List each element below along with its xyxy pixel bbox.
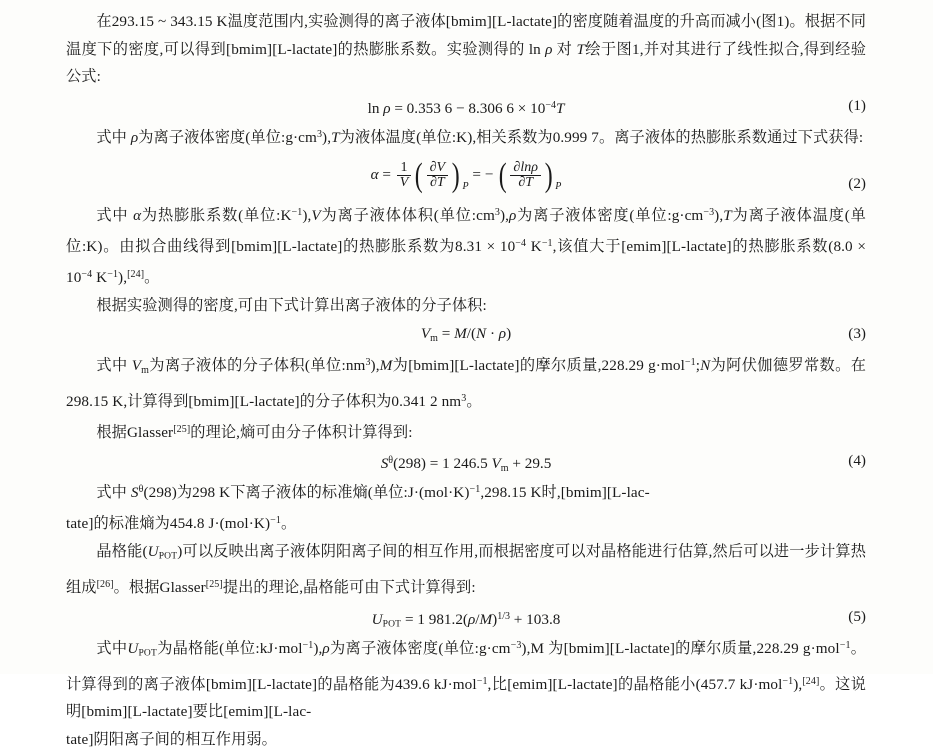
eq5-U: U [371,610,383,628]
eq3-slash: /( [466,325,476,343]
p9-sup-m1: −1 [302,639,314,651]
eq2-alpha: α [370,166,379,184]
p9-comma: , [487,675,492,693]
p7-text-e: 。 [280,514,297,532]
eq3-M: M [454,325,467,343]
p5-text-d: 为[bmim][L-lactate]的摩尔质量,228.29 g· [392,357,661,375]
eq3-rho: ρ [498,325,507,343]
p3-text-a: 式中 [96,207,134,225]
p6-text-b: 的理论,熵可由分子体积计算得到: [190,423,413,441]
p7-S: S [130,484,139,502]
eq3-N: N [476,325,487,343]
eq5-slash: / [475,610,480,628]
p5-text-b: 为离子液体的分子体积(单位:nm [148,357,366,375]
eq3-sub-m: m [430,333,438,345]
p7-sup-m1b: −1 [270,514,281,526]
p3-V: V [311,207,321,225]
eq2-dT: ∂T [430,175,445,191]
p2-rho: ρ [130,128,139,146]
p9-text-i: 比[emim][L-lactate]的晶格能小(457.7 kJ·mol [491,675,783,693]
p5-text-g: 为阿伏伽德罗常数。在298.15 K,计算得到[bmim][L-lactate]的分子体积为0.341 2 nm [66,357,866,410]
equation-3 [66,320,866,348]
eq2-frac-dlnrhodT [510,161,541,191]
p3-ref-24: [24] [127,268,145,280]
p5-sup3: 3 [365,357,371,369]
eq4-S: S [380,455,389,473]
paragraph-6 [66,416,866,447]
eq1-T: T [555,99,565,117]
p3-sup-m3: −3 [703,207,715,219]
eq1-rho: ρ [383,99,391,117]
p9-sup-m3: −3 [510,639,522,651]
eq2-P2: P [555,181,562,193]
p2-T: T [331,128,340,146]
eq4-V: V [491,455,501,473]
eq2-eq: = [378,166,395,184]
equation-4 [66,447,866,475]
p7-text-a: 式中 [96,484,131,502]
p7-text-c: ,298.15 K时,[bmim][L-lac- [480,484,650,502]
p5-N: N [700,357,711,375]
eq2-dV: ∂V [429,159,446,175]
p5-sup3b: 3 [461,392,467,404]
eq5-close: ) [492,610,498,628]
p9-text-c: ), [313,639,323,657]
p3-sup-m1: −1 [291,207,303,219]
p3-sup-m1b: −1 [541,237,553,249]
p8-text-c: 。根据Glasser [113,578,206,596]
p9-text-f: 的摩尔质量,228.29 g·mol [674,639,840,657]
equation-4-body [66,447,866,483]
paragraph-2 [66,121,866,152]
eq3-close: ) [506,325,512,343]
p5-sup-m1: −1 [684,357,696,369]
p5-semicolon: ; [695,357,701,375]
p3-sup-m4b: −4 [81,268,93,280]
eq2-paren-open-2: ( [498,157,507,195]
p9-ref-24: [24] [802,675,820,687]
p1-text-b: 对 [556,40,577,58]
p1-text-c: 绘于图1,并对其进行了线性拟合,得到经验公式: [66,40,867,86]
eq4-end: + 29.5 [508,455,552,473]
p6-text-a: 根据Glasser [96,423,174,441]
p2-text-d: 为液体温度(单位:K),相关系数为0.999 7。离子液体的热膨胀系数通过下式获得: [339,128,864,146]
equation-1-body [66,92,866,123]
equation-1 [66,92,866,120]
p3-text-k: ,该值大于[emim][L-lactate]的热膨胀系数(8.0 × 10 [66,237,866,286]
p3-T: T [723,207,732,225]
equation-4-number: (4) [848,452,866,470]
eq5-rho: ρ [467,610,476,628]
p9-sup-m1b: −1 [839,639,851,651]
eq2-paren-open-1: ( [415,157,423,195]
p9-rho: ρ [322,639,330,657]
eq1-exp: −4 [545,99,556,111]
equation-5 [66,603,866,631]
eq2-den-V: V [399,175,409,191]
eq2-paren-close-2: ) [544,157,553,195]
eq5-exp: 1/3 [497,610,510,622]
p8-ref-26: [26] [96,578,114,590]
equation-2-number: (2) [848,175,866,193]
paragraph-8 [66,538,866,602]
p9-U: U [127,639,139,657]
p3-rho: ρ [509,207,517,225]
p5-text-c: ), [370,357,380,375]
p8-text-b: )可以反映出离子液体阴阳离子间的相互作用,而根据密度可以对晶格能进行估算,然后可以进一步计算热组成 [66,543,866,596]
eq2-mid: = − [468,166,498,184]
p8-ref-25: [25] [205,578,223,590]
p2-text-b: 为离子液体密度(单位:g·cm [138,128,317,146]
p5-mol: mol [660,357,685,375]
paragraph-5 [66,349,866,415]
paragraph-1 [66,8,866,91]
eq1-rhs: = 0.353 6 − 8.306 6 × 10 [390,99,546,117]
equation-5-number: (5) [848,607,866,625]
p3-text-c: ), [302,207,312,225]
p3-text-m: 。 [144,268,160,286]
eq3-V: V [420,325,431,343]
p3-sup-m4: −4 [515,237,527,249]
p9-sup-m1c: −1 [476,675,488,687]
p1-rho: ρ [545,40,553,58]
p3-text-e: ), [499,207,510,225]
eq2-num-one: 1 [397,161,412,177]
p9-text-j: 。这说明[bmim][L-lactate]要比[emim][L-lac- [66,675,867,721]
p3-text-b: 为热膨胀系数(单位:K [141,207,292,225]
equation-5-body [66,603,866,638]
eq4-mid: (298) = 1 246.5 [393,455,492,473]
p9-text-b: 为晶格能(单位:kJ·mol [157,639,303,657]
equation-3-body [66,320,866,353]
equation-2-body [66,152,866,210]
p7-text-b: (298)为298 K下离子液体的标准熵(单位:J·(mol·K) [143,484,470,502]
paragraph-3 [66,199,866,291]
p3-text-i: 为离子液体温度(单位:K)。由拟合曲线得到[bmim][L-lactate]的热膨胀系数为8.31 × 10 [66,207,866,255]
p5-text-h: 。 [466,392,482,410]
eq5-end: + 103.8 [510,610,561,628]
p3-K: K [530,237,542,255]
p9-sub-pot: POT [138,647,157,658]
p5-V: V [131,357,142,375]
p9-text-k: tate]阴阳离子间的相互作用弱。 [66,730,277,748]
p7-deg: θ [138,484,144,496]
eq4-sub-m: m [500,463,509,475]
p9-text-d: 为离子液体密度(单位:g·cm [329,639,511,657]
eq5-sub-pot: POT [382,618,402,629]
p3-close: ), [118,268,128,286]
paragraph-4: 根据实验测得的密度,可由下式计算出离子液体的分子体积: [96,296,487,314]
p5-M: M [379,357,393,375]
p8-text-d: 提出的理论,晶格能可由下式计算得到: [222,578,476,596]
p3-text-d: 为离子液体体积(单位:cm [320,207,495,225]
p9-sup-m1d: −1 [782,675,794,687]
equation-2 [66,152,866,198]
eq3-eq: = [437,325,455,343]
p2-text-c: ), [322,128,332,146]
p1-T: T [576,40,585,58]
eq2-frac-dVdT [427,161,448,191]
p9-close-paren: ), [793,675,803,693]
eq3-dot: · [486,325,499,343]
eq2-dlnrho: ∂lnρ [513,159,538,175]
p9-text-a: 式中 [96,639,128,657]
eq2-dT2: ∂T [518,175,534,191]
p9-text-e: ),M 为[bmim][L-lactate] [521,639,675,657]
p3-cm: cm [684,207,704,225]
p2-text-a: 式中 [96,128,131,146]
eq2-paren-close-1: ) [451,157,460,195]
p2-sup3: 3 [316,128,323,140]
p5-sub-m: m [141,365,149,377]
p6-ref-25: [25] [173,423,191,435]
p3-text-f: 为离子液体密度(单位:g· [516,207,685,225]
page-content [66,8,866,754]
equation-3-number: (3) [848,325,866,343]
equation-1-number: (1) [848,96,866,114]
eq1-ln: ln [367,99,384,117]
p3-sup-m1c: −1 [107,268,119,280]
eq5-M: M [479,610,493,628]
p3-sup3: 3 [494,207,500,219]
p7-sup-m1: −1 [469,484,481,496]
p8-sub-pot: POT [158,551,178,562]
p3-alpha: α [133,207,142,225]
p8-U: U [147,543,159,561]
eq2-frac-1V [397,161,412,191]
p3-text-h: ), [714,207,724,225]
paragraph-7 [66,476,866,537]
p9-text-g: 。计算得到的离子液体[bmim][L-lactate]的晶格能为439.6 kJ·mol [66,639,867,693]
eq5-mid: = 1 981.2( [401,610,468,628]
eq4-deg: θ [388,455,394,467]
eq2-P1: P [462,181,469,193]
p8-text-a: 晶格能( [96,543,148,561]
paragraph-9 [66,632,866,754]
p7-text-d: tate]的标准熵为454.8 J·(mol·K) [66,514,271,532]
p5-text-a: 式中 [96,357,132,375]
p1-text-a: 在293.15 ~ 343.15 K温度范围内,实验测得的离子液体[bmim][L-lactate]的密度随着温度的升高而减小(图1)。根据不同温度下的密度,可以得到[bmim][L-lactate]的热膨胀系数。实验测得的 ln [66,13,866,58]
p3-K2: K [92,268,108,286]
